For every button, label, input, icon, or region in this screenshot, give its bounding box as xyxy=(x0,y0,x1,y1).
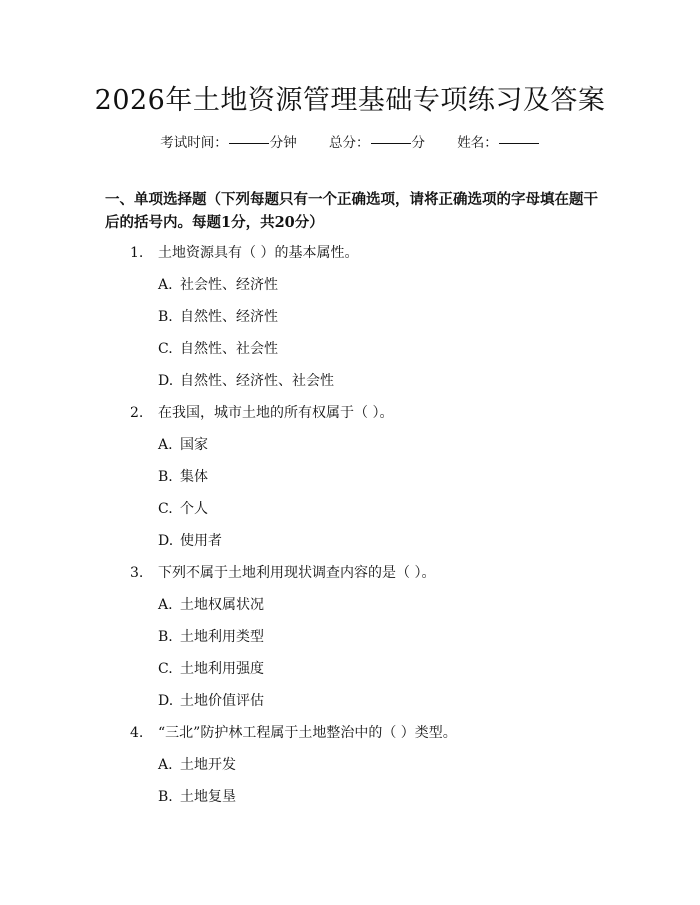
option-letter: B. xyxy=(158,309,173,325)
answer-option xyxy=(0,690,700,722)
option-letter: D. xyxy=(158,693,174,709)
answer-option xyxy=(0,434,700,466)
option-text: 自然性、社会性 xyxy=(180,341,278,357)
question-number: 2. xyxy=(130,405,144,421)
question-item xyxy=(0,242,700,274)
question-stem: 土地资源具有（ ）的基本属性。 xyxy=(158,245,359,261)
answer-option xyxy=(0,594,700,626)
option-text: 集体 xyxy=(180,469,208,485)
exam-time-field xyxy=(160,131,297,151)
question-number: 1. xyxy=(130,245,144,261)
question-number: 3. xyxy=(130,565,144,581)
option-letter: A. xyxy=(158,597,173,613)
name-blank xyxy=(499,143,539,144)
question-item xyxy=(0,562,700,594)
option-letter: B. xyxy=(158,629,173,645)
page-title: 2026年土地资源管理基础专项练习及答案 xyxy=(94,85,606,116)
option-text: 土地价值评估 xyxy=(180,693,264,709)
answer-option xyxy=(0,786,700,818)
option-letter: C. xyxy=(158,341,173,357)
question-stem: 下列不属于土地利用现状调查内容的是（ ）。 xyxy=(158,565,436,581)
option-letter: B. xyxy=(158,789,173,805)
option-letter: C. xyxy=(158,501,173,517)
exam-time-blank xyxy=(229,143,269,144)
answer-option xyxy=(0,306,700,338)
option-letter: A. xyxy=(158,437,173,453)
total-score-field xyxy=(329,131,425,151)
answer-option xyxy=(0,274,700,306)
question-stem: “三北”防护林工程属于土地整治中的（ ）类型。 xyxy=(158,725,457,741)
option-text: 自然性、经济性、社会性 xyxy=(180,373,334,389)
question-item xyxy=(0,402,700,434)
option-letter: A. xyxy=(158,757,173,773)
total-score-blank xyxy=(371,143,411,144)
exam-info-line xyxy=(0,131,700,151)
option-letter: A. xyxy=(158,277,173,293)
question-stem: 在我国，城市土地的所有权属于（ ）。 xyxy=(158,405,394,421)
exam-time-unit: 分钟 xyxy=(269,135,297,151)
option-letter: C. xyxy=(158,661,173,677)
total-score-unit: 分 xyxy=(411,135,425,151)
option-text: 个人 xyxy=(180,501,208,517)
option-letter: D. xyxy=(158,373,174,389)
name-label: 姓名： xyxy=(457,135,498,151)
question-number: 4. xyxy=(130,725,144,741)
answer-option xyxy=(0,754,700,786)
question-list xyxy=(0,242,700,818)
total-score-label: 总分： xyxy=(329,135,370,151)
option-text: 土地开发 xyxy=(180,757,236,773)
answer-option xyxy=(0,370,700,402)
exam-time-label: 考试时间： xyxy=(160,135,228,151)
option-text: 社会性、经济性 xyxy=(180,277,278,293)
answer-option xyxy=(0,498,700,530)
option-letter: B. xyxy=(158,469,173,485)
question-item xyxy=(0,722,700,754)
option-text: 国家 xyxy=(180,437,208,453)
answer-option xyxy=(0,466,700,498)
answer-option xyxy=(0,626,700,658)
option-text: 使用者 xyxy=(180,533,222,549)
name-field xyxy=(457,131,540,151)
option-text: 土地利用强度 xyxy=(180,661,264,677)
section-heading: 一、单项选择题（下列每题只有一个正确选项，请将正确选项的字母填在题干后的括号内。每题1分，共20分） xyxy=(105,191,598,231)
option-text: 土地复垦 xyxy=(180,789,236,805)
option-text: 自然性、经济性 xyxy=(180,309,278,325)
answer-option xyxy=(0,338,700,370)
option-text: 土地权属状况 xyxy=(180,597,264,613)
answer-option xyxy=(0,530,700,562)
option-text: 土地利用类型 xyxy=(180,629,264,645)
answer-option xyxy=(0,658,700,690)
option-letter: D. xyxy=(158,533,174,549)
